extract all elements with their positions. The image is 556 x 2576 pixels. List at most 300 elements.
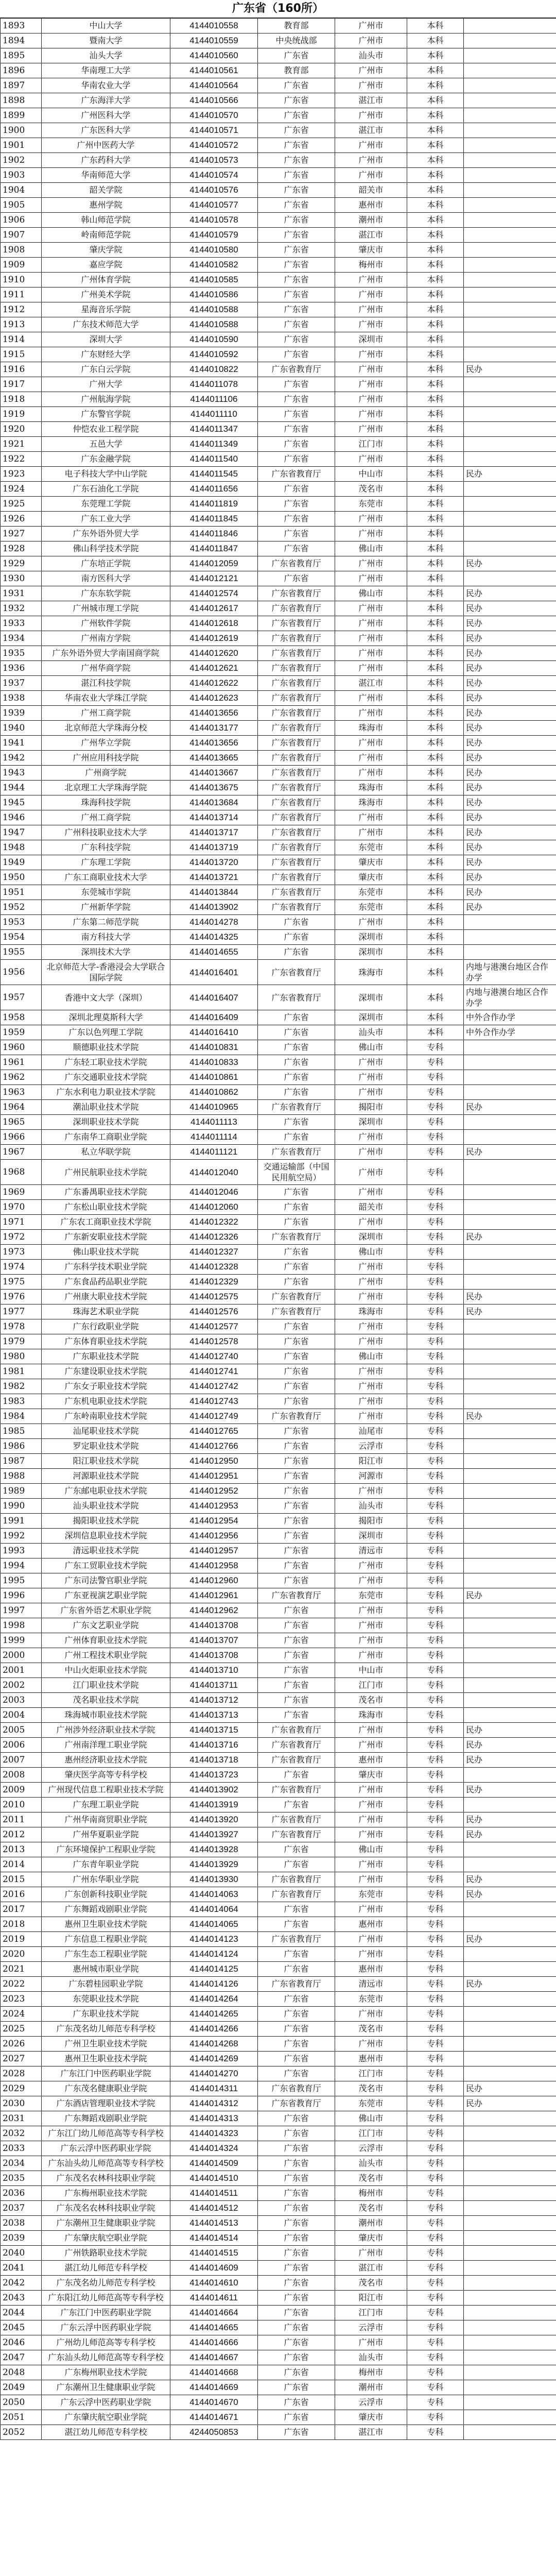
location-cell: 韶关市 xyxy=(335,1200,407,1215)
location-cell: 茂名市 xyxy=(335,482,407,497)
authority-cell: 广东省 xyxy=(258,2350,335,2365)
remark-cell xyxy=(464,213,556,228)
table-row xyxy=(1,287,556,302)
row-number-cell: 2038 xyxy=(1,2216,42,2231)
school-code-cell: 4144014515 xyxy=(170,2246,258,2261)
location-cell: 珠海市 xyxy=(335,781,407,795)
authority-cell: 广东省 xyxy=(258,2216,335,2231)
table-row xyxy=(1,751,556,766)
level-cell: 专科 xyxy=(407,1902,464,1917)
table-row xyxy=(1,1947,556,1962)
authority-cell: 广东省 xyxy=(258,945,335,960)
table-row xyxy=(1,1678,556,1693)
authority-cell: 广东省 xyxy=(258,1902,335,1917)
remark-cell: 内地与港澳台地区合作办学 xyxy=(464,960,556,985)
location-cell: 广州市 xyxy=(335,556,407,571)
location-cell: 惠州市 xyxy=(335,1962,407,1977)
school-code-cell: 4144010577 xyxy=(170,198,258,213)
remark-cell: 民办 xyxy=(464,795,556,810)
location-cell: 广州市 xyxy=(335,347,407,362)
table-row xyxy=(1,138,556,153)
location-cell: 茂名市 xyxy=(335,2201,407,2216)
school-code-cell: 4144012618 xyxy=(170,616,258,631)
level-cell: 专科 xyxy=(407,1678,464,1693)
school-name-cell: 广州美术学院 xyxy=(42,287,170,302)
remark-cell: 民办 xyxy=(464,2081,556,2096)
school-name-cell: 广东新安职业技术学院 xyxy=(42,1230,170,1245)
remark-cell xyxy=(464,1947,556,1962)
school-name-cell: 南方医科大学 xyxy=(42,571,170,586)
row-number-cell: 2005 xyxy=(1,1723,42,1738)
location-cell: 广州市 xyxy=(335,19,407,33)
row-number-cell: 1954 xyxy=(1,930,42,945)
school-name-cell: 南方科技大学 xyxy=(42,930,170,945)
authority-cell: 广东省 xyxy=(258,2201,335,2216)
remark-cell xyxy=(464,1215,556,1230)
location-cell: 广州市 xyxy=(335,1812,407,1827)
authority-cell: 广东省 xyxy=(258,1200,335,1215)
remark-cell: 民办 xyxy=(464,810,556,825)
school-name-cell: 华南农业大学珠江学院 xyxy=(42,691,170,706)
school-name-cell: 广东肇庆航空职业学院 xyxy=(42,2231,170,2246)
level-cell: 专科 xyxy=(407,1693,464,1708)
remark-cell xyxy=(464,1469,556,1484)
school-name-cell: 广东江门幼儿师范高等专科学校 xyxy=(42,2126,170,2141)
location-cell: 佛山市 xyxy=(335,586,407,601)
table-row xyxy=(1,1648,556,1663)
table-row xyxy=(1,1827,556,1842)
authority-cell: 广东省 xyxy=(258,2261,335,2276)
school-code-cell: 4144014311 xyxy=(170,2081,258,2096)
school-code-cell: 4144014269 xyxy=(170,2052,258,2066)
authority-cell: 广东省教育厅 xyxy=(258,646,335,661)
remark-cell xyxy=(464,2380,556,2395)
location-cell: 广州市 xyxy=(335,362,407,377)
level-cell: 本科 xyxy=(407,258,464,273)
school-name-cell: 广州幼儿师范高等专科学校 xyxy=(42,2335,170,2350)
row-number-cell: 1992 xyxy=(1,1529,42,1544)
authority-cell: 广东省 xyxy=(258,915,335,930)
authority-cell: 广东省 xyxy=(258,1678,335,1693)
table-row xyxy=(1,2350,556,2365)
authority-cell: 广东省教育厅 xyxy=(258,1738,335,1753)
school-code-cell: 4144012577 xyxy=(170,1319,258,1334)
level-cell: 专科 xyxy=(407,1409,464,1424)
location-cell: 清远市 xyxy=(335,1544,407,1558)
school-name-cell: 阳江职业技术学院 xyxy=(42,1454,170,1469)
level-cell: 本科 xyxy=(407,93,464,108)
table-row xyxy=(1,2201,556,2216)
school-name-cell: 江门职业技术学院 xyxy=(42,1678,170,1693)
row-number-cell: 1927 xyxy=(1,527,42,541)
location-cell: 江门市 xyxy=(335,2066,407,2081)
remark-cell: 民办 xyxy=(464,766,556,781)
remark-cell xyxy=(464,2425,556,2440)
location-cell: 茂名市 xyxy=(335,2276,407,2291)
authority-cell: 广东省 xyxy=(258,1454,335,1469)
authority-cell: 广东省 xyxy=(258,407,335,422)
authority-cell: 广东省 xyxy=(258,302,335,317)
school-name-cell: 广东番禺职业技术学院 xyxy=(42,1185,170,1200)
table-row xyxy=(1,840,556,855)
row-number-cell: 1941 xyxy=(1,736,42,751)
remark-cell xyxy=(464,1130,556,1145)
school-code-cell: 4144010590 xyxy=(170,332,258,347)
level-cell: 本科 xyxy=(407,900,464,915)
remark-cell xyxy=(464,1424,556,1439)
row-number-cell: 1958 xyxy=(1,1010,42,1025)
authority-cell: 广东省 xyxy=(258,1558,335,1573)
authority-cell: 广东省 xyxy=(258,1185,335,1200)
remark-cell: 民办 xyxy=(464,467,556,482)
school-code-cell: 4144012622 xyxy=(170,676,258,691)
remark-cell xyxy=(464,243,556,258)
authority-cell: 广东省 xyxy=(258,258,335,273)
table-row xyxy=(1,407,556,422)
level-cell: 专科 xyxy=(407,1992,464,2007)
table-row xyxy=(1,317,556,332)
authority-cell: 广东省 xyxy=(258,1842,335,1857)
remark-cell: 民办 xyxy=(464,631,556,646)
authority-cell: 广东省 xyxy=(258,1603,335,1618)
row-number-cell: 1972 xyxy=(1,1230,42,1245)
remark-cell xyxy=(464,2022,556,2037)
school-name-cell: 广东松山职业技术学院 xyxy=(42,1200,170,1215)
authority-cell: 广东省教育厅 xyxy=(258,691,335,706)
table-row xyxy=(1,1304,556,1319)
authority-cell: 广东省教育厅 xyxy=(258,721,335,736)
location-cell: 湛江市 xyxy=(335,228,407,243)
authority-cell: 广东省 xyxy=(258,317,335,332)
row-number-cell: 1919 xyxy=(1,407,42,422)
school-code-cell: 4144012621 xyxy=(170,661,258,676)
school-name-cell: 汕尾职业技术学院 xyxy=(42,1424,170,1439)
table-row xyxy=(1,1040,556,1055)
remark-cell xyxy=(464,2410,556,2425)
table-row xyxy=(1,1499,556,1514)
row-number-cell: 2051 xyxy=(1,2410,42,2425)
school-code-cell: 4144013714 xyxy=(170,810,258,825)
table-row xyxy=(1,870,556,885)
school-code-cell: 4144012574 xyxy=(170,586,258,601)
level-cell: 专科 xyxy=(407,2081,464,2096)
school-name-cell: 广东汕头幼儿师范高等专科学校 xyxy=(42,2156,170,2171)
school-code-cell: 4144014655 xyxy=(170,945,258,960)
school-name-cell: 广州卫生职业技术学院 xyxy=(42,2037,170,2052)
location-cell: 阳江市 xyxy=(335,1454,407,1469)
row-number-cell: 1993 xyxy=(1,1544,42,1558)
table-row xyxy=(1,2425,556,2440)
level-cell: 本科 xyxy=(407,19,464,33)
school-name-cell: 广东司法警官职业学院 xyxy=(42,1573,170,1588)
location-cell: 广州市 xyxy=(335,1558,407,1573)
school-name-cell: 广州城市理工学院 xyxy=(42,601,170,616)
authority-cell: 广东省 xyxy=(258,2111,335,2126)
level-cell: 本科 xyxy=(407,825,464,840)
authority-cell: 广东省 xyxy=(258,2246,335,2261)
location-cell: 广州市 xyxy=(335,1319,407,1334)
row-number-cell: 1895 xyxy=(1,48,42,63)
authority-cell: 广东省教育厅 xyxy=(258,616,335,631)
remark-cell xyxy=(464,2052,556,2066)
row-number-cell: 1969 xyxy=(1,1185,42,1200)
row-number-cell: 1979 xyxy=(1,1334,42,1349)
school-name-cell: 珠海科技学院 xyxy=(42,795,170,810)
school-code-cell: 4144014313 xyxy=(170,2111,258,2126)
row-number-cell: 2043 xyxy=(1,2291,42,2306)
location-cell: 茂名市 xyxy=(335,1693,407,1708)
level-cell: 本科 xyxy=(407,377,464,392)
table-row xyxy=(1,1145,556,1160)
table-row xyxy=(1,1130,556,1145)
remark-cell xyxy=(464,2291,556,2306)
remark-cell xyxy=(464,1573,556,1588)
level-cell: 本科 xyxy=(407,1010,464,1025)
school-code-cell: 4144013675 xyxy=(170,781,258,795)
authority-cell: 广东省 xyxy=(258,1529,335,1544)
level-cell: 专科 xyxy=(407,2007,464,2022)
location-cell: 广州市 xyxy=(335,63,407,78)
school-code-cell: 4144011845 xyxy=(170,512,258,527)
row-number-cell: 2000 xyxy=(1,1648,42,1663)
row-number-cell: 1946 xyxy=(1,810,42,825)
school-code-cell: 4144014671 xyxy=(170,2410,258,2425)
authority-cell: 广东省教育厅 xyxy=(258,1872,335,1887)
table-row xyxy=(1,108,556,123)
row-number-cell: 1944 xyxy=(1,781,42,795)
row-number-cell: 1998 xyxy=(1,1618,42,1633)
level-cell: 专科 xyxy=(407,1603,464,1618)
school-name-cell: 广东技术师范大学 xyxy=(42,317,170,332)
location-cell: 惠州市 xyxy=(335,2052,407,2066)
row-number-cell: 2011 xyxy=(1,1812,42,1827)
authority-cell: 广东省教育厅 xyxy=(258,2081,335,2096)
authority-cell: 广东省教育厅 xyxy=(258,467,335,482)
authority-cell: 广东省 xyxy=(258,1499,335,1514)
table-row xyxy=(1,646,556,661)
school-name-cell: 广州应用科技学院 xyxy=(42,751,170,766)
table-row xyxy=(1,527,556,541)
level-cell: 专科 xyxy=(407,1319,464,1334)
location-cell: 广州市 xyxy=(335,1484,407,1499)
school-code-cell: 4144014669 xyxy=(170,2380,258,2395)
school-code-cell: 4144010831 xyxy=(170,1040,258,1055)
row-number-cell: 2049 xyxy=(1,2380,42,2395)
school-name-cell: 广州南方学院 xyxy=(42,631,170,646)
authority-cell: 广东省教育厅 xyxy=(258,885,335,900)
authority-cell: 广东省 xyxy=(258,2380,335,2395)
school-name-cell: 佛山职业技术学院 xyxy=(42,1245,170,1260)
authority-cell: 广东省教育厅 xyxy=(258,985,335,1010)
authority-cell: 广东省 xyxy=(258,287,335,302)
location-cell: 广州市 xyxy=(335,1334,407,1349)
school-name-cell: 广东水利电力职业技术学院 xyxy=(42,1085,170,1100)
table-row xyxy=(1,1693,556,1708)
table-row xyxy=(1,1708,556,1723)
school-code-cell: 4144010585 xyxy=(170,273,258,287)
remark-cell: 民办 xyxy=(464,556,556,571)
table-row xyxy=(1,1618,556,1633)
school-name-cell: 广州软件学院 xyxy=(42,616,170,631)
row-number-cell: 1951 xyxy=(1,885,42,900)
row-number-cell: 1914 xyxy=(1,332,42,347)
table-row xyxy=(1,123,556,138)
school-name-cell: 惠州卫生职业技术学院 xyxy=(42,1917,170,1932)
table-row xyxy=(1,1783,556,1798)
remark-cell xyxy=(464,1055,556,1070)
remark-cell xyxy=(464,571,556,586)
row-number-cell: 1956 xyxy=(1,960,42,985)
school-name-cell: 广东外语外贸大学南国商学院 xyxy=(42,646,170,661)
school-code-cell: 4144012576 xyxy=(170,1304,258,1319)
school-name-cell: 广东创新科技职业学院 xyxy=(42,1887,170,1902)
remark-cell: 民办 xyxy=(464,1145,556,1160)
school-code-cell: 4144012121 xyxy=(170,571,258,586)
level-cell: 专科 xyxy=(407,1100,464,1115)
remark-cell xyxy=(464,1334,556,1349)
remark-cell: 民办 xyxy=(464,900,556,915)
authority-cell: 教育部 xyxy=(258,63,335,78)
row-number-cell: 1953 xyxy=(1,915,42,930)
location-cell: 广州市 xyxy=(335,810,407,825)
row-number-cell: 1907 xyxy=(1,228,42,243)
school-code-cell: 4144016401 xyxy=(170,960,258,985)
level-cell: 专科 xyxy=(407,1812,464,1827)
school-code-cell: 4144013929 xyxy=(170,1857,258,1872)
school-code-cell: 4144012962 xyxy=(170,1603,258,1618)
location-cell: 佛山市 xyxy=(335,1842,407,1857)
table-row xyxy=(1,392,556,407)
row-number-cell: 1901 xyxy=(1,138,42,153)
table-row xyxy=(1,930,556,945)
school-code-cell: 4144014323 xyxy=(170,2126,258,2141)
level-cell: 本科 xyxy=(407,497,464,512)
remark-cell xyxy=(464,108,556,123)
school-code-cell: 4144010861 xyxy=(170,1070,258,1085)
level-cell: 专科 xyxy=(407,2306,464,2320)
table-row xyxy=(1,1290,556,1304)
level-cell: 本科 xyxy=(407,706,464,721)
school-code-cell: 4144014513 xyxy=(170,2216,258,2231)
school-name-cell: 广州工商学院 xyxy=(42,706,170,721)
table-body xyxy=(1,19,556,2440)
remark-cell xyxy=(464,273,556,287)
remark-cell: 民办 xyxy=(464,736,556,751)
school-name-cell: 私立华联学院 xyxy=(42,1145,170,1160)
authority-cell: 广东省 xyxy=(258,273,335,287)
level-cell: 专科 xyxy=(407,1160,464,1185)
row-number-cell: 1997 xyxy=(1,1603,42,1618)
school-code-cell: 4144011121 xyxy=(170,1145,258,1160)
level-cell: 本科 xyxy=(407,751,464,766)
school-name-cell: 茂名职业技术学院 xyxy=(42,1693,170,1708)
table-row xyxy=(1,676,556,691)
school-code-cell: 4144012575 xyxy=(170,1290,258,1304)
school-name-cell: 顺德职业技术学院 xyxy=(42,1040,170,1055)
school-name-cell: 广东行政职业学院 xyxy=(42,1319,170,1334)
location-cell: 广州市 xyxy=(335,317,407,332)
school-name-cell: 揭阳职业技术学院 xyxy=(42,1514,170,1529)
level-cell: 专科 xyxy=(407,1827,464,1842)
table-row xyxy=(1,437,556,452)
row-number-cell: 2009 xyxy=(1,1783,42,1798)
remark-cell xyxy=(464,1618,556,1633)
school-name-cell: 广东岭南职业技术学院 xyxy=(42,1409,170,1424)
row-number-cell: 1906 xyxy=(1,213,42,228)
location-cell: 广州市 xyxy=(335,1783,407,1798)
location-cell: 清远市 xyxy=(335,1977,407,1992)
location-cell: 广州市 xyxy=(335,1260,407,1275)
school-name-cell: 河源职业技术学院 xyxy=(42,1469,170,1484)
level-cell: 本科 xyxy=(407,676,464,691)
table-row xyxy=(1,1588,556,1603)
school-name-cell: 广东培正学院 xyxy=(42,556,170,571)
school-code-cell: 4144014609 xyxy=(170,2261,258,2276)
table-row xyxy=(1,213,556,228)
remark-cell: 民办 xyxy=(464,676,556,691)
school-code-cell: 4144013719 xyxy=(170,840,258,855)
location-cell: 广州市 xyxy=(335,1394,407,1409)
school-name-cell: 广东环境保护工程职业学院 xyxy=(42,1842,170,1857)
row-number-cell: 2002 xyxy=(1,1678,42,1693)
authority-cell: 广东省教育厅 xyxy=(258,1723,335,1738)
authority-cell: 广东省教育厅 xyxy=(258,810,335,825)
authority-cell: 广东省 xyxy=(258,1573,335,1588)
school-name-cell: 肇庆医学高等专科学校 xyxy=(42,1768,170,1783)
row-number-cell: 1894 xyxy=(1,33,42,48)
remark-cell: 内地与港澳台地区合作办学 xyxy=(464,985,556,1010)
table-row xyxy=(1,1364,556,1379)
location-cell: 广州市 xyxy=(335,2246,407,2261)
level-cell: 专科 xyxy=(407,1618,464,1633)
level-cell: 专科 xyxy=(407,1768,464,1783)
location-cell: 湛江市 xyxy=(335,93,407,108)
school-code-cell: 4144011540 xyxy=(170,452,258,467)
table-row xyxy=(1,825,556,840)
authority-cell: 广东省教育厅 xyxy=(258,1145,335,1160)
row-number-cell: 1999 xyxy=(1,1633,42,1648)
authority-cell: 广东省 xyxy=(258,1115,335,1130)
authority-cell: 广东省教育厅 xyxy=(258,736,335,751)
location-cell: 广州市 xyxy=(335,1633,407,1648)
remark-cell xyxy=(464,1260,556,1275)
school-code-cell: 4144010570 xyxy=(170,108,258,123)
location-cell: 汕头市 xyxy=(335,48,407,63)
remark-cell: 民办 xyxy=(464,646,556,661)
authority-cell: 广东省 xyxy=(258,930,335,945)
school-name-cell: 广东工贸职业技术学院 xyxy=(42,1558,170,1573)
row-number-cell: 2026 xyxy=(1,2037,42,2052)
school-code-cell: 4144014665 xyxy=(170,2320,258,2335)
level-cell: 专科 xyxy=(407,1798,464,1812)
remark-cell xyxy=(464,1394,556,1409)
level-cell: 本科 xyxy=(407,78,464,93)
table-row xyxy=(1,2395,556,2410)
level-cell: 专科 xyxy=(407,1753,464,1768)
remark-cell xyxy=(464,1245,556,1260)
remark-cell xyxy=(464,527,556,541)
level-cell: 本科 xyxy=(407,795,464,810)
location-cell: 茂名市 xyxy=(335,2022,407,2037)
authority-cell: 教育部 xyxy=(258,19,335,33)
table-row xyxy=(1,2007,556,2022)
level-cell: 专科 xyxy=(407,2216,464,2231)
school-code-cell: 4144014265 xyxy=(170,2007,258,2022)
authority-cell: 广东省 xyxy=(258,2171,335,2186)
school-code-cell: 4144010578 xyxy=(170,213,258,228)
remark-cell: 民办 xyxy=(464,885,556,900)
remark-cell xyxy=(464,153,556,168)
